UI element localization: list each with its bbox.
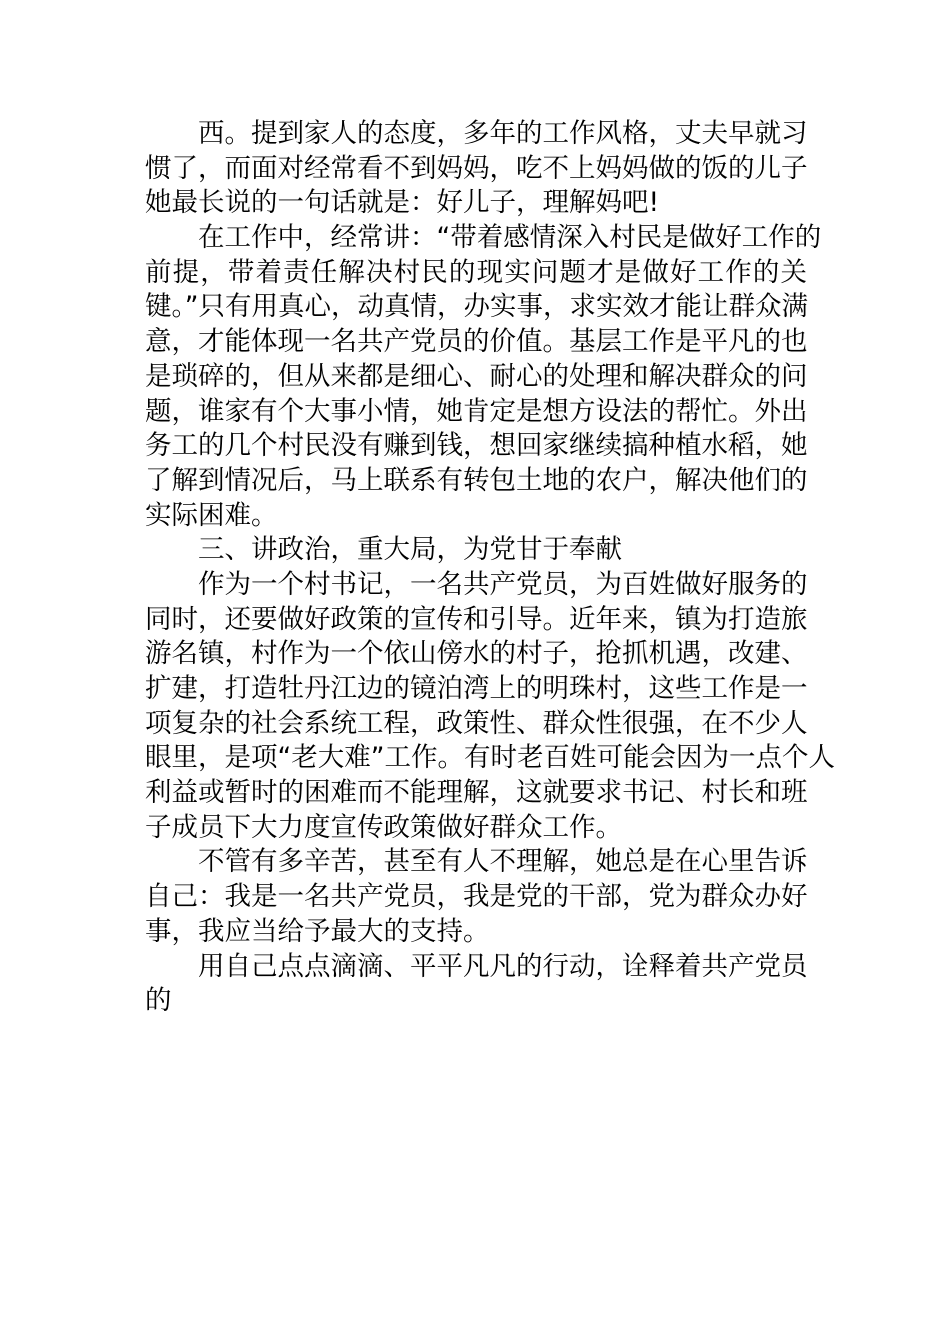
text-line: 自己：我是一名共产党员，我是党的干部，党为群众办好 — [145, 881, 808, 913]
text-line: 西。提到家人的态度，多年的工作风格，丈夫早就习 — [198, 118, 808, 149]
paragraph — [145, 845, 807, 949]
paragraph — [145, 568, 835, 846]
document-page — [145, 117, 835, 1019]
text-line: 意，才能体现一名共产党员的价值。基层工作是平凡的也 — [145, 326, 808, 358]
text-line: 键。”只有用真心，动真情，办实事，求实效才能让群众满 — [145, 291, 808, 323]
text-line: 作为一个村书记，一名共产党员，为百姓做好服务的 — [198, 568, 808, 600]
text-line: 事，我应当给予最大的支持。 — [145, 915, 490, 947]
text-line: 前提，带着责任解决村民的现实问题才是做好工作的关 — [145, 256, 807, 288]
text-line: 惯了，而面对经常看不到妈妈，吃不上妈妈做的饭的儿子 — [145, 152, 808, 184]
text-line: 不管有多辛苦，甚至有人不理解，她总是在心里告诉 — [198, 846, 808, 878]
text-line: 同时，还要做好政策的宣传和引导。近年来，镇为打造旅 — [145, 603, 808, 635]
text-line: 是琐碎的，但从来都是细心、耐心的处理和解决群众的问 — [145, 360, 808, 392]
text-line: 子成员下大力度宣传政策做好群众工作。 — [145, 811, 622, 843]
text-line: 游名镇，村作为一个依山傍水的村子，抢抓机遇，改建、 — [145, 638, 808, 670]
text-line: 眼里，是项“老大难”工作。有时老百姓可能会因为一点个人 — [145, 742, 835, 774]
paragraph — [145, 117, 807, 221]
text-line: 扩建，打造牡丹江边的镜泊湾上的明珠村，这些工作是一 — [145, 673, 808, 704]
text-line: 在工作中，经常讲：“带着感情深入村民是做好工作的 — [198, 222, 822, 254]
text-line: 项复杂的社会系统工程，政策性、群众性很强，在不少人 — [145, 707, 808, 739]
section-heading — [145, 533, 807, 568]
text-line: 务工的几个村民没有赚到钱，想回家继续搞种植水稻，她 — [145, 430, 808, 462]
paragraph — [145, 950, 807, 1019]
text-line: 用自己点点滴滴、平平凡凡的行动，诠释着共产党员 — [198, 950, 808, 982]
paragraph — [145, 221, 822, 533]
text-line: 她最长说的一句话就是：好儿子，理解妈吧! — [145, 187, 660, 219]
text-line: 三、讲政治，重大局，为党甘于奉献 — [198, 534, 622, 566]
text-line: 的 — [145, 985, 172, 1017]
text-line: 利益或暂时的困难而不能理解，这就要求书记、村长和班 — [145, 777, 808, 809]
text-line: 了解到情况后，马上联系有转包土地的农户，解决他们的 — [145, 464, 808, 496]
text-line: 实际困难。 — [145, 499, 278, 531]
text-line: 题，谁家有个大事小情，她肯定是想方设法的帮忙。外出 — [145, 395, 808, 427]
